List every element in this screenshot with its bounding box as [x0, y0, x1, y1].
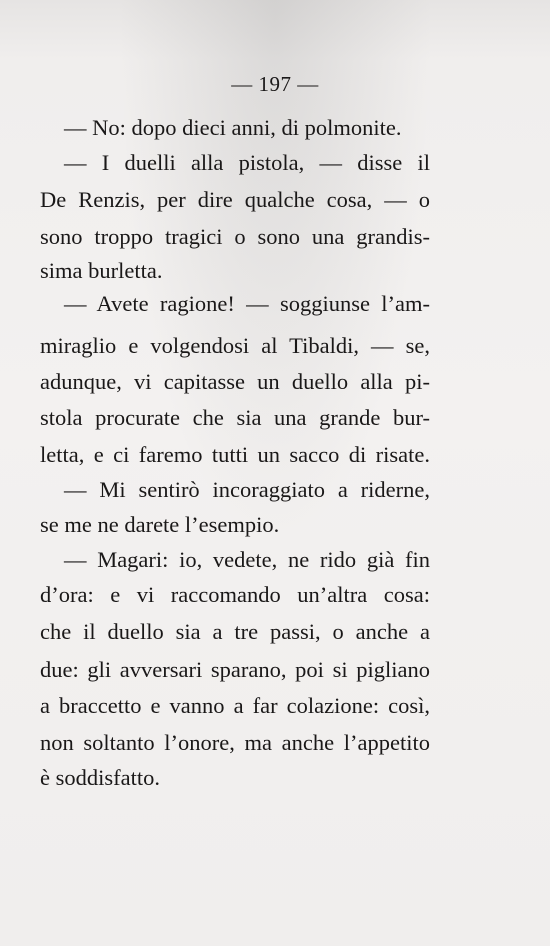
text-line: è soddisfatto. — [40, 765, 160, 790]
text-line: De Renzis, per dire qualche cosa, — o — [40, 187, 430, 212]
text-line: a braccetto e vanno a far colazione: così, — [40, 693, 430, 718]
text-line: d’ora: e vi raccomando un’altra cosa: — [40, 582, 430, 607]
text-line: letta, e ci faremo tutti un sacco di risate. — [40, 442, 430, 467]
text-line: sono troppo tragici o sono una grandis- — [40, 224, 430, 249]
text-line: — Avete ragione! — soggiunse l’am- — [64, 291, 430, 316]
text-line: che il duello sia a tre passi, o anche a — [40, 619, 430, 644]
text-line: se me ne darete l’esempio. — [40, 512, 280, 537]
text-line: — I duelli alla pistola, — disse il — [64, 150, 430, 175]
text-line: due: gli avversari sparano, poi si pigliano — [40, 657, 430, 682]
page-number: — 197 — — [231, 72, 319, 96]
text-line: stola procurate che sia una grande bur- — [40, 405, 430, 430]
text-line: miraglio e volgendosi al Tibaldi, — se, — [40, 333, 430, 358]
text-line: non soltanto l’onore, ma anche l’appetito — [40, 730, 430, 755]
text-line: sima burletta. — [40, 258, 163, 283]
text-line: adunque, vi capitasse un duello alla pi- — [40, 369, 430, 394]
text-line: — No: dopo dieci anni, di polmonite. — [64, 115, 402, 140]
text-line: — Mi sentirò incoraggiato a riderne, — [64, 477, 430, 502]
text-line: — Magari: io, vedete, ne rido già fin — [64, 547, 430, 572]
